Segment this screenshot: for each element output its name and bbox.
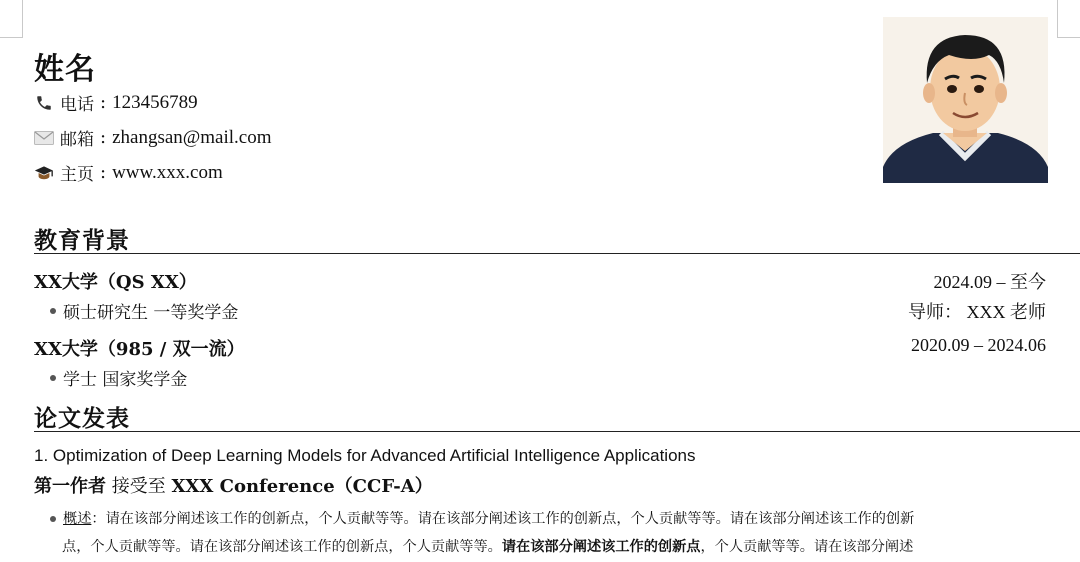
publications-section-title: 论文发表 [34,405,130,432]
paper-title: 1. Optimization of Deep Learning Models for Advanced Artificial Intelligence Applications [34,446,696,465]
homepage-value[interactable]: www.xxx.com [112,161,223,183]
phone-icon [34,93,54,113]
abstract-label: 概述 [63,511,92,527]
education-school-2: XX大学（985 / 双一流） [34,339,245,360]
education-detail-1 [50,298,238,323]
email-separator: : [100,127,107,148]
resume-name: 姓名 [34,52,96,87]
homepage-label: 主页 [60,165,94,185]
abstract-text-2b: ，个人贡献等等。请在该部分阐述 [700,539,914,555]
education-date-1: 2024.09 – 至今 [933,272,1046,292]
education-detail-2 [50,365,187,390]
bullet-dot [50,375,56,381]
abstract-line-2 [50,533,1060,561]
paper-abstract [50,505,1060,561]
author-role: 第一作者 [34,476,106,497]
bullet-dot [50,516,56,522]
email-value[interactable]: zhangsan@mail.com [112,126,272,148]
education-section-title: 教育背景 [34,227,130,254]
abstract-line-1 [50,505,1060,533]
contact-phone [34,90,198,115]
contact-email [34,125,272,150]
abstract-text-2-bold: 请在该部分阐述该工作的创新点 [501,539,701,555]
education-school-1: XX大学（QS XX） [34,272,197,293]
contact-homepage [34,160,223,185]
education-detail-text-2: 学士 国家奖学金 [63,370,188,390]
phone-value: 123456789 [112,91,198,113]
phone-label: 电话 [60,95,94,115]
publications-divider [34,431,1080,432]
mail-icon [34,128,54,148]
email-label: 邮箱 [60,130,94,150]
education-date-2: 2020.09 – 2024.06 [911,335,1046,355]
venue: XXX Conference（CCF-A） [171,476,433,497]
education-divider [34,253,1080,254]
profile-photo [883,17,1048,183]
acceptance-text: 接受至 [111,476,166,497]
paper-author-line [34,472,433,498]
abstract-text-1: ：请在该部分阐述该工作的创新点，个人贡献等等。请在该部分阐述该工作的创新点，个人贡献等等。请在该部分阐述该工作的创新 [91,511,915,527]
graduation-cap-icon [34,163,54,183]
phone-separator: : [100,92,107,113]
bullet-dot [50,308,56,314]
homepage-separator: : [100,162,107,183]
page-corner-mark-left [0,0,23,38]
page-corner-mark-right [1057,0,1080,38]
education-advisor: 导师： XXX 老师 [908,302,1046,322]
abstract-text-2a: 点，个人贡献等等。请在该部分阐述该工作的创新点，个人贡献等等。 [62,539,502,555]
education-detail-text-1: 硕士研究生 一等奖学金 [63,303,239,323]
